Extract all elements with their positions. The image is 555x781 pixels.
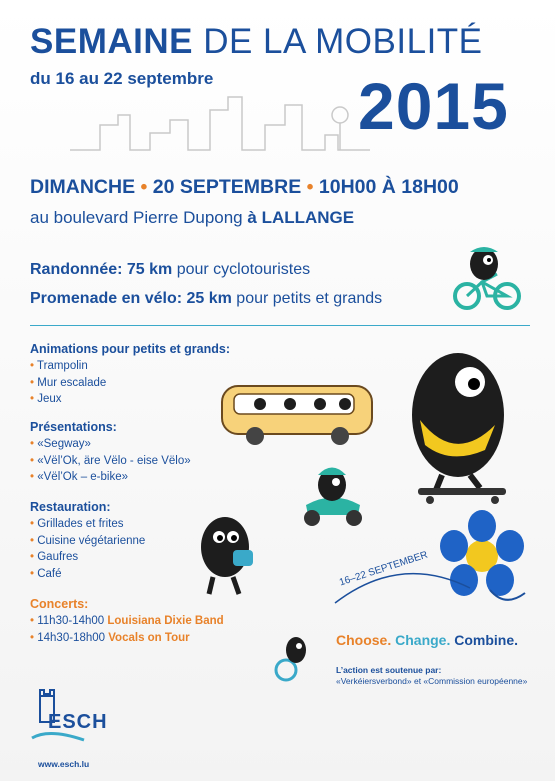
separator: • <box>306 176 314 198</box>
event-day: DIMANCHE <box>30 176 136 198</box>
list-item: • Grillades et frites <box>30 516 145 533</box>
title-rest: DE LA MOBILITÉ <box>203 22 483 61</box>
list-item <box>30 630 224 647</box>
list-item: • «Vël’Ok – e-bike» <box>30 469 191 486</box>
cyclist-character-illustration <box>452 244 522 314</box>
section-title: Restauration: <box>30 500 111 514</box>
support-note <box>336 665 527 687</box>
event-date: 20 SEPTEMBRE <box>152 176 302 198</box>
list-item <box>30 613 224 630</box>
slogan-word: Combine. <box>454 632 519 648</box>
list-item: • Mur escalade <box>30 375 230 392</box>
skyline-illustration <box>70 95 370 155</box>
section-animations <box>30 342 230 408</box>
wheelchair-character-illustration <box>272 632 312 682</box>
concert-band: Louisiana Dixie Band <box>107 615 224 627</box>
list-item: • «Segway» <box>30 436 191 453</box>
place-prefix: au boulevard Pierre Dupong <box>30 208 243 227</box>
ride-detail: pour cyclotouristes <box>172 261 311 278</box>
list-item: • Trampolin <box>30 358 230 375</box>
list-item: • Cuisine végétarienne <box>30 533 145 550</box>
section-presentations <box>30 420 191 486</box>
concert-band: Vocals on Tour <box>108 631 190 644</box>
website-link[interactable]: www.esch.lu <box>38 759 90 769</box>
page-title <box>30 22 483 62</box>
section-restauration <box>30 500 145 582</box>
slogan-word: Choose. <box>336 632 392 648</box>
title-bold: SEMAINE <box>30 22 193 61</box>
logo-text: ESCH <box>48 711 108 733</box>
support-title: L’action est soutenue par: <box>336 665 442 675</box>
ride-title: Promenade en vélo: 25 km <box>30 290 232 307</box>
section-title: Présentations: <box>30 420 117 434</box>
divider <box>30 325 530 326</box>
emblem-arc-text: 16–22 SEPTEMBER <box>338 549 430 589</box>
separator: • <box>140 176 148 198</box>
concert-time: 11h30-14h00 <box>37 615 105 627</box>
skater-character-illustration <box>400 340 520 505</box>
list-item: • Gaufres <box>30 549 145 566</box>
slogan-word: Change. <box>395 632 451 648</box>
ride-promenade <box>30 290 382 308</box>
support-text: «Verkéiersverbond» et «Commission européenne» <box>336 676 528 686</box>
photographer-character-illustration <box>195 512 265 602</box>
event-place <box>30 208 354 228</box>
ride-title: Randonnée: 75 km <box>30 261 173 278</box>
section-title: Animations pour petits et grands: <box>30 342 231 356</box>
flower-logo-icon <box>440 510 524 596</box>
bus-illustration <box>220 378 380 448</box>
ride-randonnee <box>30 261 310 279</box>
section-concerts <box>30 597 224 646</box>
date-range: du 16 au 22 septembre <box>30 69 214 88</box>
event-hours: 10H00 À 18H00 <box>318 176 459 198</box>
list-item: • Jeux <box>30 391 230 408</box>
ride-detail: pour petits et grands <box>231 290 383 307</box>
slogan <box>336 632 518 648</box>
place-bold: à LALLANGE <box>247 208 355 227</box>
mobility-week-emblem <box>330 508 540 628</box>
list-item: • Café <box>30 566 145 583</box>
year: 2015 <box>358 69 509 143</box>
section-title: Concerts: <box>30 597 89 611</box>
concert-time: 14h30-18h00 <box>37 631 106 644</box>
event-datetime <box>30 176 459 199</box>
list-item: • «Vël’Ok, äre Vëlo - eise Vëlo» <box>30 453 191 470</box>
